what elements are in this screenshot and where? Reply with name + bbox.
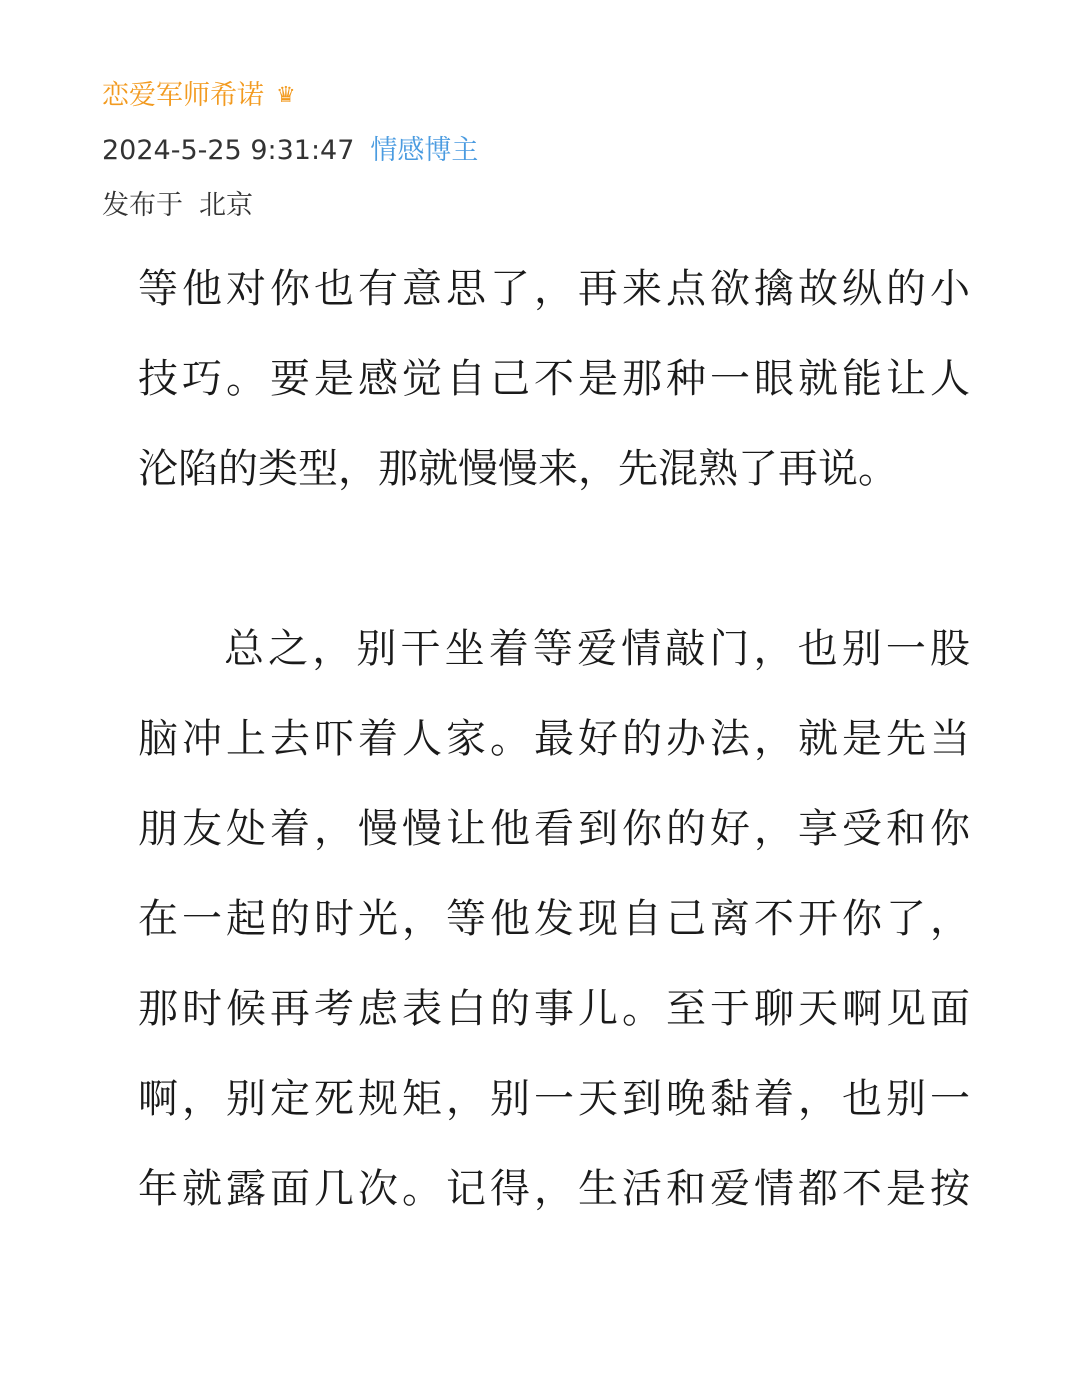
paragraph-spacer: [138, 514, 970, 604]
crown-icon: ♛: [276, 83, 296, 108]
text-line: 那时候再考虑表白的事儿。至于聊天啊见面: [138, 986, 970, 1032]
paragraph-2: [138, 604, 970, 1234]
author-name[interactable]: 恋爱军师希诺: [102, 80, 264, 111]
text-line: 啊，别定死规矩，别一天到晚黏着，也别一: [138, 1076, 970, 1122]
location-row: [102, 182, 1002, 230]
location-name: 北京: [199, 190, 253, 221]
text-line: 朋友处着，慢慢让他看到你的好，享受和你: [138, 806, 970, 852]
paragraph-1: [138, 244, 970, 514]
article-body: [138, 244, 970, 1234]
author-tag[interactable]: 情感博主: [370, 135, 479, 166]
text-line: 总之，别干坐着等爱情敲门，也别一股: [224, 626, 970, 672]
post-datetime: 2024-5-25 9:31:47: [102, 135, 355, 166]
post-header: [102, 72, 1002, 230]
author-row: [102, 72, 1002, 120]
location-prefix: 发布于: [102, 190, 183, 221]
text-line: 沦陷的类型，那就慢慢来，先混熟了再说。: [138, 446, 898, 492]
text-line: 技巧。要是感觉自己不是那种一眼就能让人: [138, 356, 970, 402]
text-line: 脑冲上去吓着人家。最好的办法，就是先当: [138, 716, 970, 762]
text-line: 年就露面几次。记得，生活和爱情都不是按: [138, 1166, 970, 1212]
meta-row: [102, 127, 1002, 175]
text-line: 在一起的时光，等他发现自己离不开你了，: [138, 896, 970, 942]
text-line: 等他对你也有意思了，再来点欲擒故纵的小: [138, 266, 970, 312]
